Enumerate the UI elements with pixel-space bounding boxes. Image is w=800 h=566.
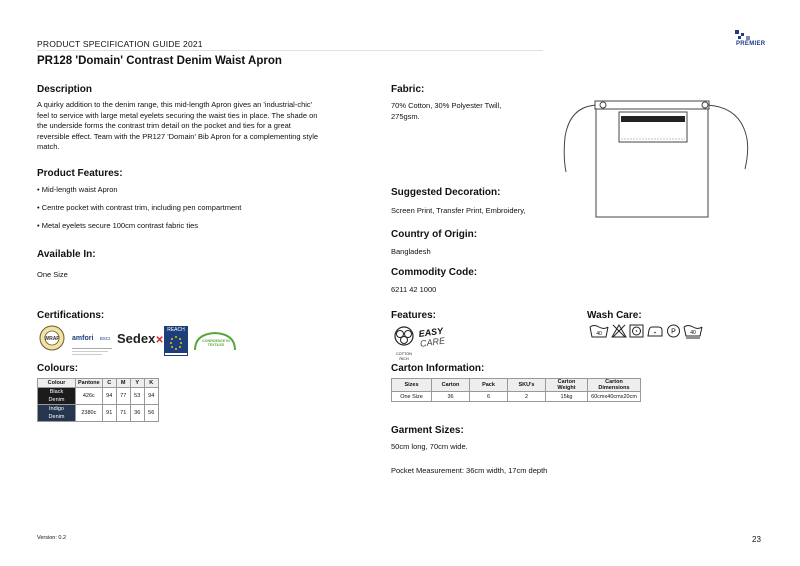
feature-item: • Metal eyelets secure 100cm contrast fabric ties [37,221,199,230]
colour-swatch-indigo-denim: Indigo Denim [38,405,76,422]
available-value: One Size [37,270,68,279]
svg-text:P: P [671,328,676,336]
svg-text:40: 40 [596,331,602,337]
table-row: Indigo Denim 2380c 91 71 36 56 [38,405,159,422]
description-text: A quirky addition to the denim range, this mid-length Apron gives an 'industrial-chic' feel to service with large metal eyelets securing the waist ties in place. The shade on the underside forms the contrast trim detail on the pocket and ties for a great reversible effect. Team with the PR127 'Domain' Bib Apron for a complementing style match. [37,100,319,151]
origin-value: Bangladesh [391,247,431,256]
feature-item: • Centre pocket with contrast trim, including pen compartment [37,203,242,212]
pocket-measurement: Pocket Measurement: 36cm width, 17cm depth [391,466,548,475]
product-features-heading: Product Features: [37,168,123,179]
no-bleach-icon [611,324,627,338]
garment-size: 50cm long, 70cm wide. [391,442,468,451]
dry-clean-p-icon [666,324,681,338]
fabric-text: 70% Cotton, 30% Polyester Twill, 275gsm. [391,101,502,121]
easy-care-icon: EASY CARE [418,325,446,349]
feature-item: • Mid-length waist Apron [37,185,118,194]
table-header-row: Sizes Carton Pack SKU's Carton Weight Carton Dimensions [392,379,641,392]
features-heading: Features: [391,310,437,321]
cotton-rich-icon: COTTON RICH [391,325,417,357]
commodity-heading: Commodity Code: [391,267,478,278]
iron-icon [646,324,664,338]
apron-illustration [555,97,755,219]
garment-heading: Garment Sizes: [391,425,464,436]
commodity-value: 6211 42 1000 [391,285,437,294]
svg-text:40: 40 [690,330,696,336]
fabric-heading: Fabric: [391,84,425,95]
reach-logo: REACH [164,326,188,356]
colours-table [37,378,159,422]
table-header-row: Colour Pantone C M Y K [38,379,159,388]
brand-name: PREMIER [736,41,766,47]
description-heading: Description [37,84,93,95]
guide-title: PRODUCT SPECIFICATION GUIDE 2021 [37,39,203,49]
origin-heading: Country of Origin: [391,229,478,240]
amfori-bsci-logo: amfori BSCI [72,327,116,351]
header-divider [37,50,543,51]
carton-table [391,378,641,402]
wrap-certification-icon [38,325,66,351]
sedex-logo: Sedex✕ [117,331,164,346]
available-heading: Available In: [37,249,96,260]
product-title: PR128 'Domain' Contrast Denim Waist Apron [37,55,282,67]
table-row: Black Denim 426c 94 77 53 94 [38,388,159,405]
version-label: Version: 0.2 [37,535,67,541]
svg-text:WRAP: WRAP [44,336,60,342]
wash-40-gentle-icon [683,324,703,340]
oeko-tex-logo: CONFIDENCE IN TEXTILES [192,330,238,354]
carton-heading: Carton Information: [391,363,485,374]
wash-care-symbols [589,324,705,340]
wash-care-heading: Wash Care: [587,310,642,321]
colours-heading: Colours: [37,363,79,374]
page-number: 23 [752,535,761,544]
table-row: One Size 36 6 2 15kg 60cmx40cmx20cm [392,392,641,402]
decoration-heading: Suggested Decoration: [391,187,501,198]
decoration-value: Screen Print, Transfer Print, Embroidery, [391,206,526,215]
colour-swatch-black-denim: Black Denim [38,388,76,405]
tumble-dry-icon [629,324,644,338]
certifications-heading: Certifications: [37,310,105,321]
wash-40-icon [589,324,609,338]
